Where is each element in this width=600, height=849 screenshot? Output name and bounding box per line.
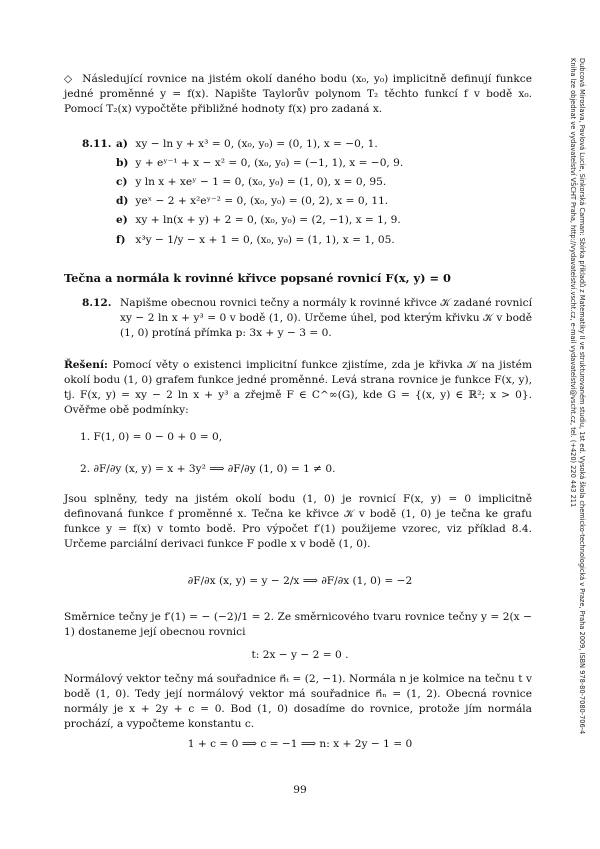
item-label: e) <box>116 214 128 226</box>
exercise-item <box>116 175 386 190</box>
item-equation: xy − ln y + x³ = 0, (x₀, y₀) = (0, 1), x = −0, 1. <box>135 138 378 150</box>
exercise-item <box>116 194 388 209</box>
item-equation: y ln x + xeʸ − 1 = 0, (x₀, y₀) = (1, 0), x = 0, 95. <box>135 176 387 188</box>
condition-1: 1. F(1, 0) = 0 − 0 + 0 = 0, <box>80 431 223 443</box>
exercise-8-11-number: 8.11. <box>82 138 112 150</box>
exercise-item <box>116 213 401 228</box>
diamond-marker: ◇ <box>64 73 74 85</box>
condition-2: 2. ∂F/∂y (x, y) = x + 3y² ⟹ ∂F/∂y (1, 0) = 1 ≠ 0. <box>80 463 336 475</box>
item-label: f) <box>116 234 126 246</box>
solution-paragraph-3: Směrnice tečny je f′(1) = − (−2)/1 = 2. Ze směrnicového tvaru rovnice tečny y = 2(x − 1) dostaneme její obecnou rovnici <box>64 611 532 639</box>
section-heading: Tečna a normála k rovinné křivce popsané rovnicí F(x, y) = 0 <box>64 271 451 285</box>
side-citation <box>546 58 586 798</box>
exercise-item <box>116 137 378 152</box>
citation-line: Kniha lze objednat ve vydavatelství VŠCHT Praha, http://vydavatelstvi.vscht.cz, e-mail vydavatelstvi@vscht.cz, tel. (+420) 220 443 211 <box>569 58 578 508</box>
solution-paragraph-1 <box>64 358 532 418</box>
page-number: 99 <box>293 784 307 796</box>
item-label: b) <box>116 157 129 169</box>
item-label: d) <box>116 195 129 207</box>
citation-line: Dubcová Miroslava, Pavlová Lucie, Sinkorská Carman: Sbírka příkladů z Matematiky II ve strukturovaném studiu, 1st ed. Vysoká škola chemicko-technologická v Praze, Praha 2009, ISBN 978-80-7080-706-4 <box>578 58 586 735</box>
item-equation: y + eʸ⁻¹ + x − x² = 0, (x₀, y₀) = (−1, 1), x = −0, 9. <box>135 157 404 169</box>
item-equation: xy + ln(x + y) + 2 = 0, (x₀, y₀) = (2, −1), x = 1, 9. <box>135 214 401 226</box>
intro-text: Následující rovnice na jistém okolí daného bodu (x₀, y₀) implicitně definují funkce jedné proměnné y = f(x). Napište Taylorův polynom T₂ těchto funkcí f v bodě x₀. Pomocí T₂(x) vypočtěte přibližné hodnoty f(x) pro zadaná x. <box>64 73 532 116</box>
solution-label: Řešení: <box>64 359 108 371</box>
solution-paragraph-4: Normálový vektor tečny má souřadnice n⃗ₜ = (2, −1). Normála n je kolmice na tečnu t v bodě (1, 0). Tedy její normálový vektor má souřadnice n⃗ₙ = (1, 2). Obecná rovnice normály je x + 2y + c = 0. Bod (1, 0) dosadíme do rovnice, protože jím normála prochází, a vypočteme konstantu c. <box>64 673 532 731</box>
exercise-8-12-number: 8.12. <box>82 297 112 309</box>
item-label: a) <box>116 138 128 150</box>
equation-partial-x: ∂F/∂x (x, y) = y − 2/x ⟹ ∂F/∂x (1, 0) = −2 <box>187 575 413 587</box>
solution-text: Pomocí věty o existenci implicitní funkce zjistíme, zda je křivka 𝒦 na jistém okolí bodu (1, 0) grafem funkce jedné proměnné. Levá strana rovnice je funkce F(x, y), tj. F(x, y) = xy − 2 ln x + y³ a zřejmě F ∈ C^∞(G), kde G = {(x, y) ∈ ℝ²; x > 0}. Ověřme obě podmínky: <box>64 359 532 417</box>
item-equation: x³y − 1/y − x + 1 = 0, (x₀, y₀) = (1, 1), x = 1, 05. <box>135 234 395 246</box>
exercise-item <box>116 156 403 171</box>
exercise-8-12-text: Napišme obecnou rovnici tečny a normály k rovinné křivce 𝒦 zadané rovnicí xy − 2 ln x + y³ = 0 v bodě (1, 0). Určeme úhel, pod kterým křivku 𝒦 v bodě (1, 0) protíná přímka p: 3x + y − 3 = 0. <box>120 297 532 340</box>
intro-paragraph <box>64 72 532 117</box>
equation-normal: 1 + c = 0 ⟹ c = −1 ⟹ n: x + 2y − 1 = 0 <box>187 738 413 750</box>
exercise-item <box>116 233 395 248</box>
item-equation: yeˣ − 2 + x²eʸ⁻² = 0, (x₀, y₀) = (0, 2), x = 0, 11. <box>135 195 389 207</box>
item-label: c) <box>116 176 128 188</box>
solution-paragraph-2: Jsou splněny, tedy na jistém okolí bodu (1, 0) je rovnicí F(x, y) = 0 implicitně definovaná funkce f proměnné x. Tečna ke křivce 𝒦 v bodě (1, 0) je tečna ke grafu funkce y = f(x) v tomto bodě. Pro výpočet f′(1) použijeme vzorec, viz příklad 8.4. Určeme parciální derivaci funkce F podle x v bodě (1, 0). <box>64 493 532 551</box>
equation-tangent: t: 2x − y − 2 = 0 . <box>251 649 349 661</box>
